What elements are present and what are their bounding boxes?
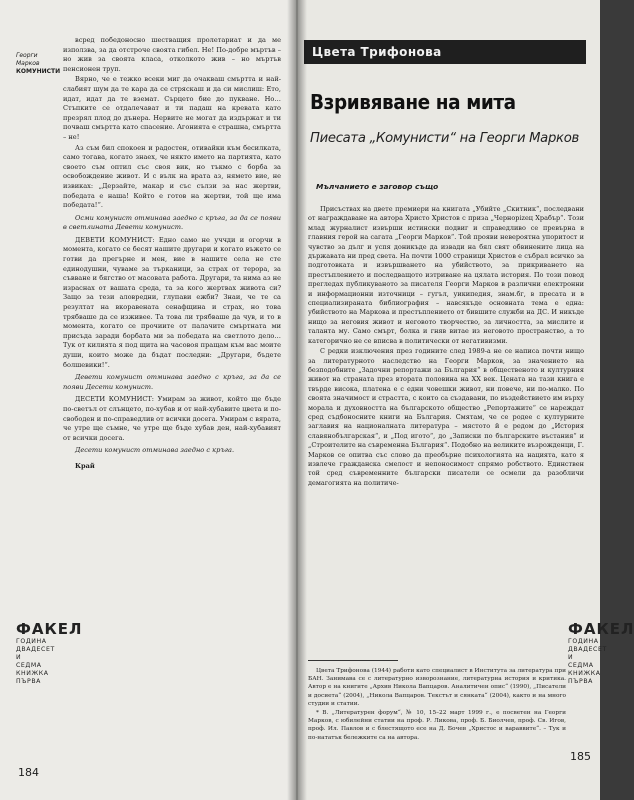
journal-mark-left [16,620,82,686]
journal-issue-line: СЕДМА [16,662,42,669]
paragraph: Присъствах на двете премиери на книгата „Убийте „Скитник“, последвани от награждаване на автора Христо Христов с приза „Чернорizец Храбър“. Този млад журналист извърши истински подвиг и справедливо се превърна в главния герой на сагата „Георги Марков“. Той прояви невероятна упоритост и чувство за дълг и успя доникъде да извади на бял свят обвинените лица на държавата ни пред света. На почти 1000 страници Христов е събрал всичко за подготовката и извършването на убийството, за прикриването на престъплението и последващото изтриване на цялата история. По този повод прегледах публикуваното за писателя Георги Марков в различни електронни и информационни източници – гугъл, уикипедия, знам.бг, в пресата и в специализираната библиография – навсякъде основната тема е една: убийството на Маркова и престъплението от бившите служби на ДС. И никъде нищо за неговия живот и неговото творчество, за личността, за мислите и таланта му. Само смърт, болка и гняв витае из неговото пространство, а то категорично не се вписва в политически от негативизми. [308,205,584,345]
journal-issue-lines [568,638,634,686]
paragraph: ДЕВЕТИ КОМУНИСТ: Едно само не уччди и огорчи в момента, когато се бесят нашите другари и когато въжето се готви да прегърне и мен, вие в нашите села не сте единодушни, чуваме за търканици, за страх от терора, за съвване и бягство от масовата работа. Другари, та нима аз не израснах от вашата среда, та за кого жертвах живота си? Защо за тези аловредни, глупави ежби? Знаи, че те са резултат на вкоравената сенафщина и страх, но това трябваше да се изживее. Та това ли трябваше да чув, и то в момента, когато се прочиите от палачите смъртната ми присъда заради борбата ми за победата на светлото дело… Тук от килията я под щита на часовоя пращам към вас моите души, които може да бъдат последни: „Другари, бъдете болшевики!“. [63,235,281,369]
article-subtitle: Пиесата „Комунисти“ на Георги Марков [310,131,579,146]
running-head-author: Георги Марков [16,52,40,67]
journal-mark-right [568,620,634,686]
end-mark: Край [75,461,95,470]
section-heading: Мълчанието е заговор също [316,182,439,191]
article-author-bar: Цвета Трифонова [304,40,586,64]
journal-issue-line: ПЪРВА [568,678,594,685]
paragraph: всред победоносно шестващия пролетариат и да ме използва, за да отстроче своята гибел. Не! По-добре мъртъв – но жив за своята класа, отколкото жив – но мъртъв пенсионен труп. [63,36,281,73]
left-page-body [63,36,281,473]
left-running-head [16,52,60,76]
journal-issue-line: КНИЖКА [16,670,49,677]
journal-issue-line: ПЪРВА [16,678,42,685]
paragraph: Вярно, че е тежко всеки миг да очакваш смъртта и най-слабият шум да те кара да се стряскаш и да си мислиш: Ето, идат, идат да те вземат. Сърцето бие до пукване. Но… Стъпките се отдалечават и ти падаш на кревата като презрял плод до дънера. Нервите не могат да издържат и ти почваш смъртта като спасение. Агонията е страшна, смъртта – не! [63,75,281,141]
footnote-author-bio: Цвета Трифонова (1944) работи като специалист в Института за литература при БАН. Занимава се с литературно изворознание, литературна история и критика. Автор е на книгите „Архив Никола Вапцаров. Аналитичен опис“ (1990), „Писатели и досиета“ (2004), „Никола Вапцаров. Текстът и сянката“ (2004), както и на много студии и статии. [308,668,566,707]
journal-issue-line: СЕДМА [568,662,594,669]
journal-issue-line: ДВАДЕСЕТ [568,646,607,653]
footnote-reference: * В. „Литературен форум“, № 10, 15–22 март 1999 г., е посветен на Георги Марков, с юбилейни статии на проф. Р. Ликова, проф. Б. Биолчев, проф. Св. Игов, проф. Ил. Павлов и с блестящото есе на Д. Бочев „Христос и вараввите“. – Тук и по-нататък бележките са на автора. [308,710,566,741]
journal-issue-lines [16,638,82,686]
journal-issue-line: И [568,654,574,661]
footnotes [308,667,566,743]
journal-title: ФАКЕЛ [16,620,83,638]
paragraph: Аз съм бил спокоен и радостен, отивайки към бесилката, само тогава, когато знаех, че някто името на партията, като своето съм оптил със своя вик, но тъкмо с борба за освобождение живот. И с вълк на врата аз, нямето вие, не извиках: „Дерзайте, макар и със сълзи за нас жертви, победата е наша! Който е готов на жертви, той ще има победата!“. [63,143,281,210]
journal-issue-line: ГОДИНА [16,638,47,645]
right-page-body [308,205,584,489]
journal-issue-line: И [16,654,22,661]
journal-issue-line: ДВАДЕСЕТ [16,646,55,653]
page-number-left: 184 [18,766,39,779]
journal-title: ФАКЕЛ [568,620,634,638]
stage-direction: Десети комунист отминава заедно с кръга. [75,446,235,455]
journal-issue-line: ГОДИНА [568,638,599,645]
journal-issue-line: КНИЖКА [568,670,601,677]
paragraph: С редки изключения през годините след 1989-а не се написа почти нищо за литературното наследство на Георги Марков, за значението на безподобните „Задочни репортажи за България“ в общественото и културния живот на страната през втората половина на XX век. Цената на тази книга е твърде висока, платена е с едни човешки живот, ни повече, ни по-малко. По своята значимост и страстта, с които са създавани, по въздействието им върху морала и духовността на българското общество „Репортажите“ се нареждат сред съдбоносните книги на България. Смятам, че се родее с културните заглавия на националната литература – мястото й е редом до „История славянобългарская“, и „Под игото“, до „Записки по българските въстания“ и „Строителите на съвременна България“. Подобно на великите възрожденци, Г. Марков се опитва със слово да преобърне психологията на нацията, като я извлече гражданска смелост и непоносимост спрямо робството. Единствен той сред съвременните български писатели се осмели да разобличи демагогията на политиче- [308,347,584,487]
running-head-work: КОМУНИСТИ [16,68,61,75]
footnote-rule [308,660,398,661]
page-number-right: 185 [570,750,591,763]
article-title: Взривяване на мита [310,90,516,114]
left-page [0,0,296,800]
stage-direction: Осми комунист отминава заедно с кръга, за да се появи в светлината Девети комунист. [63,213,281,232]
paragraph: ДЕСЕТИ КОМУНИСТ: Умирам за живот, който ще бъде по-светъл от слънцето, по-хубав и от най-хубавите цвета и по-свободен и по-справедлив от всички досега. Умирам с вярата, че утре ще съмне, че утре ще бъде хубав ден, най-хубавият от всички досега. [63,395,281,442]
book-gutter [287,0,307,800]
stage-direction: Девети комунист отминава заедно с кръга, за да се появи Десети комунист. [63,373,281,391]
